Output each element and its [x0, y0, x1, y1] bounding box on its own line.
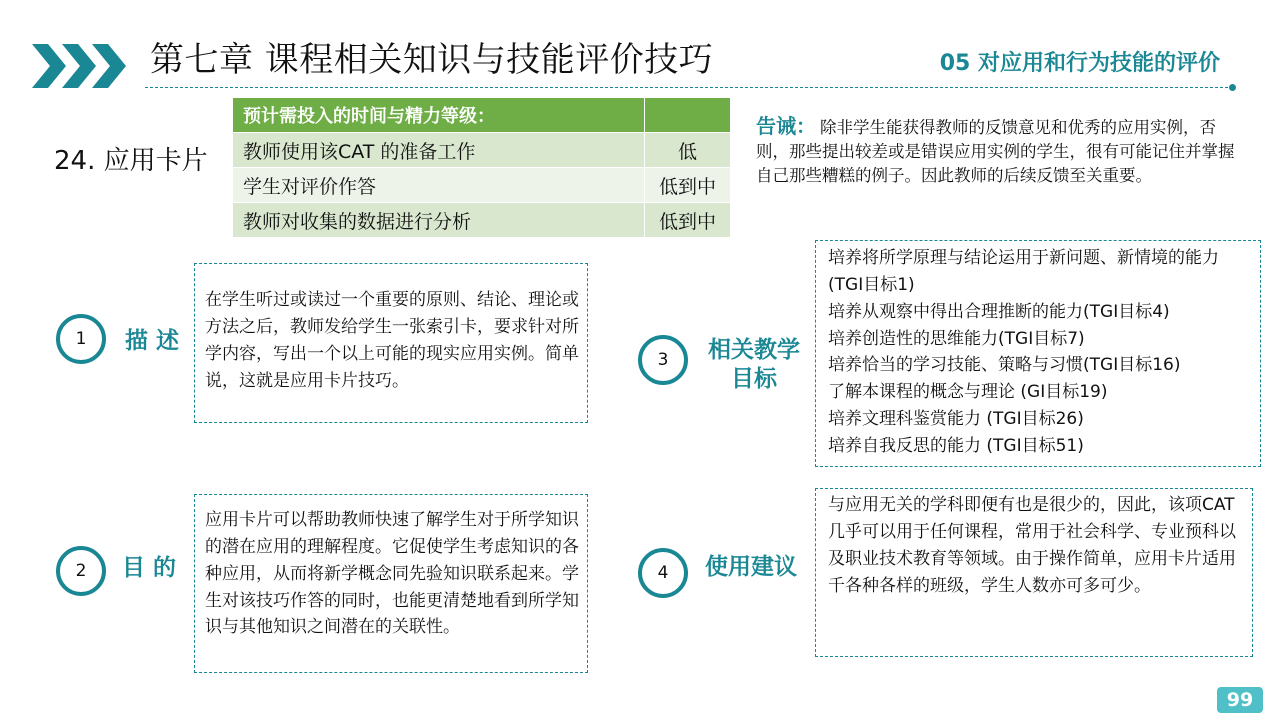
section-number-1 — [56, 314, 106, 364]
goals-box — [815, 240, 1261, 467]
goal-item: 培养从观察中得出合理推断的能力(TGI目标4) — [828, 301, 1170, 322]
section-label-purpose: 目 的 — [121, 555, 176, 581]
goal-item: 了解本课程的概念与理论 (GI目标19) — [828, 382, 1108, 403]
goals-label-line1: 相关教学 — [708, 337, 800, 363]
level-cell: 低到中 — [645, 203, 731, 238]
table-row — [233, 203, 731, 238]
section-label-usage: 使用建议 — [705, 554, 797, 580]
page-number-badge: 99 — [1217, 687, 1263, 713]
section-number-text: 2 — [75, 561, 87, 581]
effort-header-cell: 预计需投入的时间与精力等级： — [233, 98, 645, 133]
effort-header-level-cell — [645, 98, 731, 133]
section-label-goals — [702, 336, 806, 394]
task-cell: 学生对评价作答 — [233, 168, 645, 203]
goal-item: 培养创造性的思维能力(TGI目标7) — [828, 328, 1085, 349]
section-number-4 — [638, 548, 688, 598]
warning-label: 告诫： — [756, 114, 816, 138]
usage-box — [815, 488, 1253, 657]
section-number-3 — [638, 335, 688, 385]
section-number-text: 4 — [657, 563, 669, 583]
section-number-2 — [56, 546, 106, 596]
section-title: 05 对应用和行为技能的评价 — [939, 51, 1220, 76]
goal-item: 培养将所学原理与结论运用于新问题、新情境的能力(TGI目标1) — [828, 248, 1219, 295]
goal-item: 培养自我反思的能力 (TGI目标51) — [828, 436, 1084, 457]
section-number-text: 3 — [657, 350, 669, 370]
header-divider-dot — [1229, 84, 1236, 91]
level-cell: 低 — [645, 133, 731, 168]
chapter-title: 第七章 课程相关知识与技能评价技巧 — [150, 40, 714, 80]
triple-chevron-icon — [32, 42, 128, 90]
usage-text: 与应用无关的学科即便有也是很少的，因此，该项CAT几乎可以用于任何课程，常用于社会科学、专业预科以及职业技术教育等领域。由于操作简单，应用卡片适用千各种各样的班级，学生人数亦可多可少。 — [828, 495, 1236, 596]
section-number-text: 1 — [75, 329, 87, 349]
goals-label-line2: 目标 — [731, 365, 777, 392]
goal-item: 培养文理科鉴赏能力 (TGI目标26) — [828, 409, 1084, 430]
header-divider — [145, 87, 1233, 88]
task-cell: 教师使用该CAT 的准备工作 — [233, 133, 645, 168]
task-cell: 教师对收集的数据进行分析 — [233, 203, 645, 238]
purpose-box — [194, 494, 588, 673]
description-text: 在学生听过或读过一个重要的原则、结论、理论或方法之后，教师发给学生一张索引卡，要求针对所学内容，写出一个以上可能的现实应用实例。简单说，这就是应用卡片技巧。 — [205, 290, 579, 391]
warning-note — [756, 112, 1236, 187]
description-box — [194, 263, 588, 423]
purpose-text: 应用卡片可以帮助教师快速了解学生对于所学知识的潜在应用的理解程度。它促使学生考虑知识的各种应用，从而将新学概念同先验知识联系起来。学生对该技巧作答的同时，也能更清楚地看到所学知识与其他知识之间潜在的关联性。 — [205, 510, 579, 638]
item-title: 24. 应用卡片 — [54, 146, 208, 176]
table-row — [233, 168, 731, 203]
goal-item: 培养恰当的学习技能、策略与习惯(TGI目标16) — [828, 355, 1181, 376]
section-label-description: 描 述 — [124, 328, 179, 354]
level-cell: 低到中 — [645, 168, 731, 203]
table-row — [233, 133, 731, 168]
effort-table — [232, 97, 731, 238]
warning-text: 除非学生能获得教师的反馈意见和优秀的应用实例，否则，那些提出较差或是错误应用实例的学生，很有可能记住并掌握自己那些糟糕的例子。因此教师的后续反馈至关重要。 — [756, 118, 1235, 185]
effort-table-header — [233, 98, 731, 133]
